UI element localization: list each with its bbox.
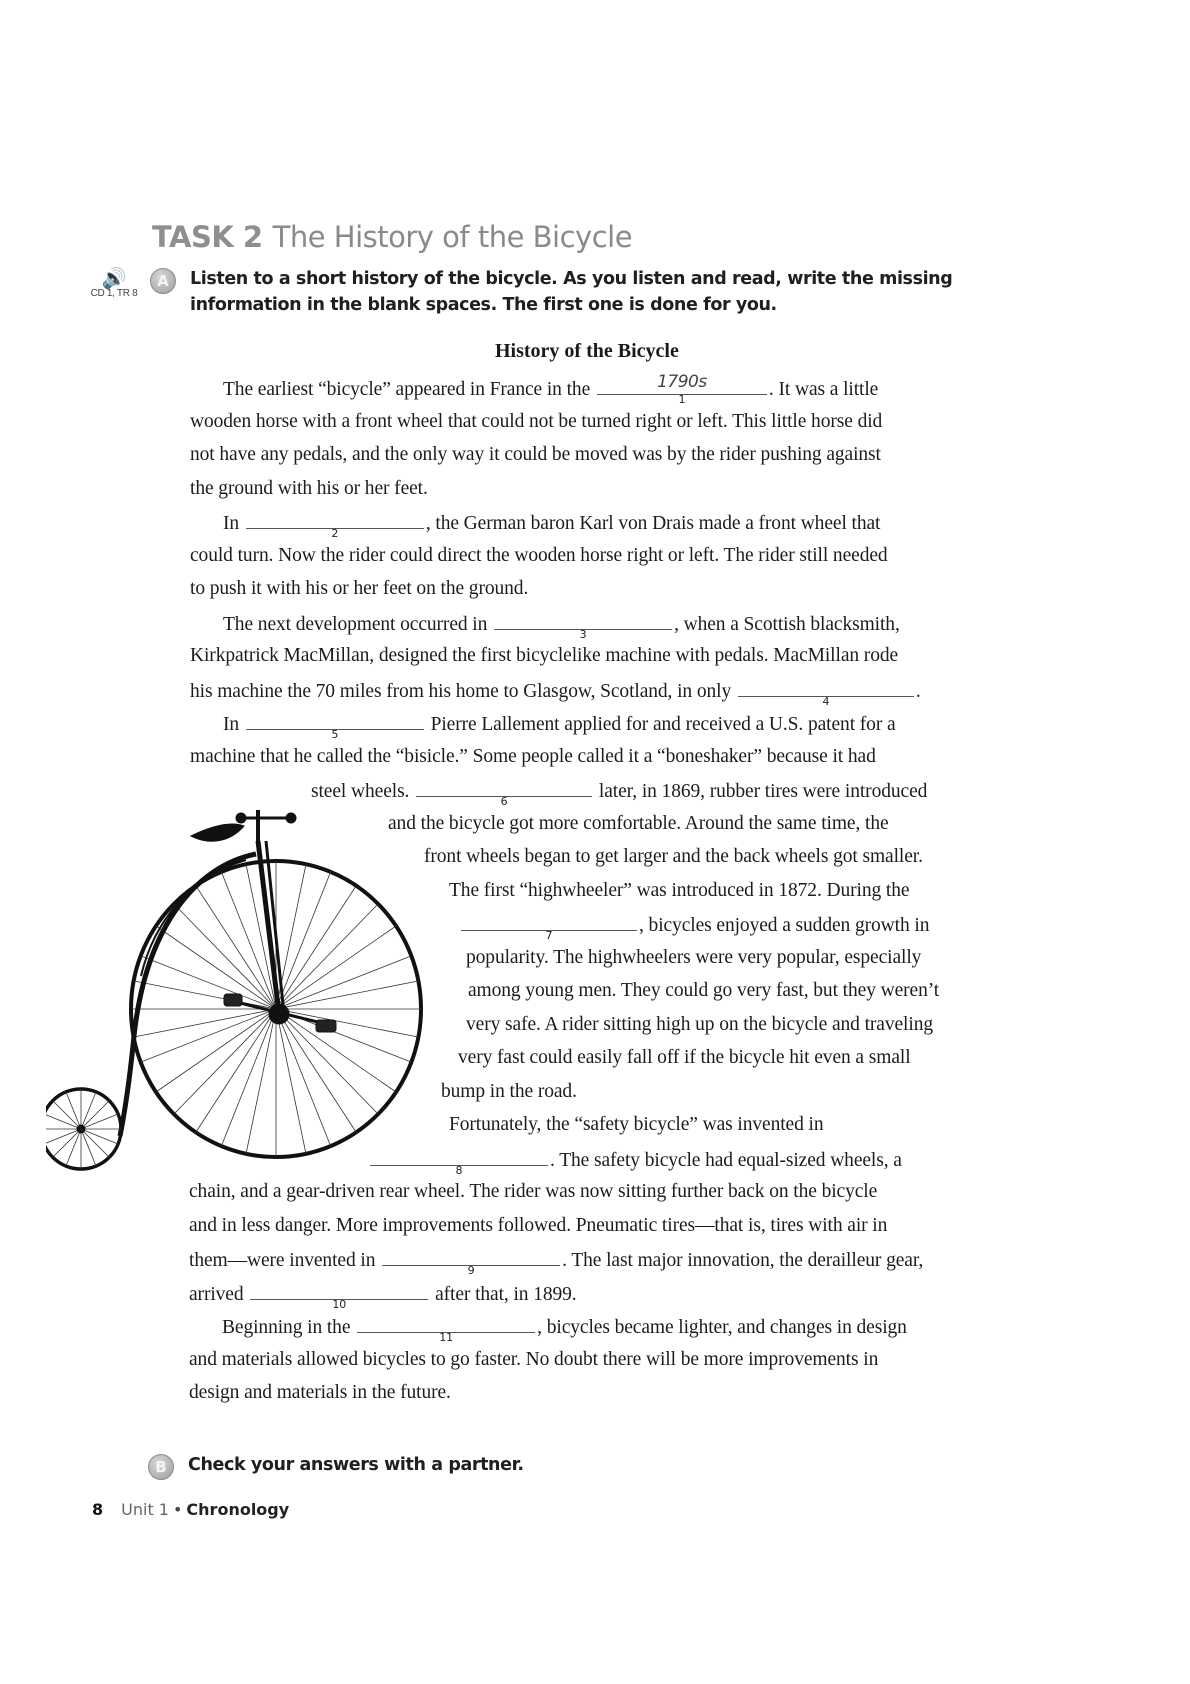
passage-line: not have any pedals, and the only way it could be moved was by the rider pushing against bbox=[190, 444, 881, 465]
section-a-badge: A bbox=[150, 268, 176, 294]
passage-line: Fortunately, the “safety bicycle” was invented in bbox=[449, 1114, 824, 1135]
passage-line: arrived 10 after that, in 1899. bbox=[189, 1281, 577, 1307]
passage-line: popularity. The highwheelers were very popular, especially bbox=[466, 947, 922, 968]
blank-2[interactable] bbox=[246, 510, 424, 540]
passage-line: and the bicycle got more comfortable. Around the same time, the bbox=[388, 813, 889, 834]
penny-farthing-bicycle-illustration bbox=[46, 796, 426, 1176]
passage-line: 8 . The safety bicycle had equal-sized wheels, a bbox=[370, 1147, 902, 1173]
blank-number: 6 bbox=[500, 795, 508, 808]
task-number: TASK 2 bbox=[152, 220, 263, 254]
passage-line: steel wheels. 6 later, in 1869, rubber tires were introduced bbox=[311, 778, 927, 804]
audio-track[interactable] bbox=[84, 268, 144, 299]
passage-line: very fast could easily fall off if the bicycle hit even a small bbox=[458, 1047, 911, 1068]
passage-line: bump in the road. bbox=[441, 1081, 577, 1102]
blank-number: 10 bbox=[332, 1298, 347, 1311]
section-a-instruction-line2: information in the blank spaces. The first one is done for you. bbox=[190, 295, 777, 315]
blank-6[interactable] bbox=[416, 778, 592, 808]
passage-line: wooden horse with a front wheel that could not be turned right or left. This little horse did bbox=[190, 411, 883, 432]
passage-line: Beginning in the 11 , bicycles became lighter, and changes in design bbox=[222, 1314, 907, 1340]
passage-line: could turn. Now the rider could direct the wooden horse right or left. The rider still needed bbox=[190, 545, 888, 566]
passage-line: the ground with his or her feet. bbox=[190, 478, 428, 499]
passage-line: 7 , bicycles enjoyed a sudden growth in bbox=[461, 912, 929, 938]
passage-line: his machine the 70 miles from his home to Glasgow, Scotland, in only 4 . bbox=[190, 678, 921, 704]
passage-line: and in less danger. More improvements followed. Pneumatic tires—that is, tires with air in bbox=[189, 1215, 888, 1236]
passage-line: front wheels began to get larger and the back wheels got smaller. bbox=[424, 846, 923, 867]
blank-11[interactable] bbox=[357, 1314, 535, 1344]
blank-number: 1 bbox=[678, 393, 686, 406]
blank-1[interactable] bbox=[597, 372, 767, 406]
page-number: 8 bbox=[92, 1500, 104, 1519]
passage-line: In 5 Pierre Lallement applied for and received a U.S. patent for a bbox=[223, 711, 896, 737]
blank-5[interactable] bbox=[246, 711, 424, 741]
passage-line: them—were invented in 9 . The last major innovation, the derailleur gear, bbox=[189, 1247, 923, 1273]
separator-dot: • bbox=[172, 1500, 183, 1519]
passage-line: machine that he called the “bisicle.” Some people called it a “boneshaker” because it had bbox=[190, 746, 876, 767]
blank-number: 5 bbox=[331, 728, 339, 741]
blank-number: 2 bbox=[331, 527, 339, 540]
passage-line: In 2 , the German baron Karl von Drais made a front wheel that bbox=[223, 510, 880, 536]
blank-number: 4 bbox=[822, 695, 830, 708]
audio-track-label: CD 1, TR 8 bbox=[90, 288, 138, 299]
blank-3[interactable] bbox=[494, 611, 672, 641]
task-heading bbox=[152, 220, 632, 254]
page-footer bbox=[92, 1500, 289, 1519]
chapter-label: Chronology bbox=[186, 1500, 290, 1519]
section-b-badge: B bbox=[148, 1454, 174, 1480]
blank-answer: 1790s bbox=[657, 372, 707, 392]
blank-number: 11 bbox=[439, 1331, 454, 1344]
passage-line: The first “highwheeler” was introduced in 1872. During the bbox=[449, 880, 910, 901]
passage-line: very safe. A rider sitting high up on the bicycle and traveling bbox=[466, 1014, 933, 1035]
passage-line: The earliest “bicycle” appeared in France in the 1790s 1 . It was a little bbox=[223, 372, 879, 406]
passage-line: The next development occurred in 3 , when a Scottish blacksmith, bbox=[223, 611, 900, 637]
blank-10[interactable] bbox=[250, 1281, 428, 1311]
section-b-instruction: Check your answers with a partner. bbox=[188, 1455, 524, 1475]
passage-line: to push it with his or her feet on the ground. bbox=[190, 578, 529, 599]
blank-7[interactable] bbox=[461, 912, 637, 942]
unit-label: Unit 1 bbox=[121, 1500, 169, 1519]
task-title: The History of the Bicycle bbox=[272, 220, 633, 254]
blank-9[interactable] bbox=[382, 1247, 560, 1277]
speaker-icon[interactable]: 🔊 bbox=[101, 266, 127, 290]
passage-line: and materials allowed bicycles to go faster. No doubt there will be more improvements in bbox=[189, 1349, 879, 1370]
passage-line: among young men. They could go very fast, but they weren’t bbox=[468, 980, 940, 1001]
blank-number: 8 bbox=[455, 1164, 463, 1177]
passage-line: chain, and a gear-driven rear wheel. The rider was now sitting further back on the bicycle bbox=[189, 1181, 878, 1202]
blank-number: 7 bbox=[545, 929, 553, 942]
blank-number: 9 bbox=[467, 1264, 475, 1277]
passage-line: design and materials in the future. bbox=[189, 1382, 451, 1403]
section-a-instruction-line1: Listen to a short history of the bicycle. As you listen and read, write the missing bbox=[190, 269, 953, 289]
blank-number: 3 bbox=[579, 628, 587, 641]
passage-title: History of the Bicycle bbox=[495, 340, 679, 362]
blank-4[interactable] bbox=[738, 678, 914, 708]
passage-line: Kirkpatrick MacMillan, designed the first bicyclelike machine with pedals. MacMillan rode bbox=[190, 645, 899, 666]
